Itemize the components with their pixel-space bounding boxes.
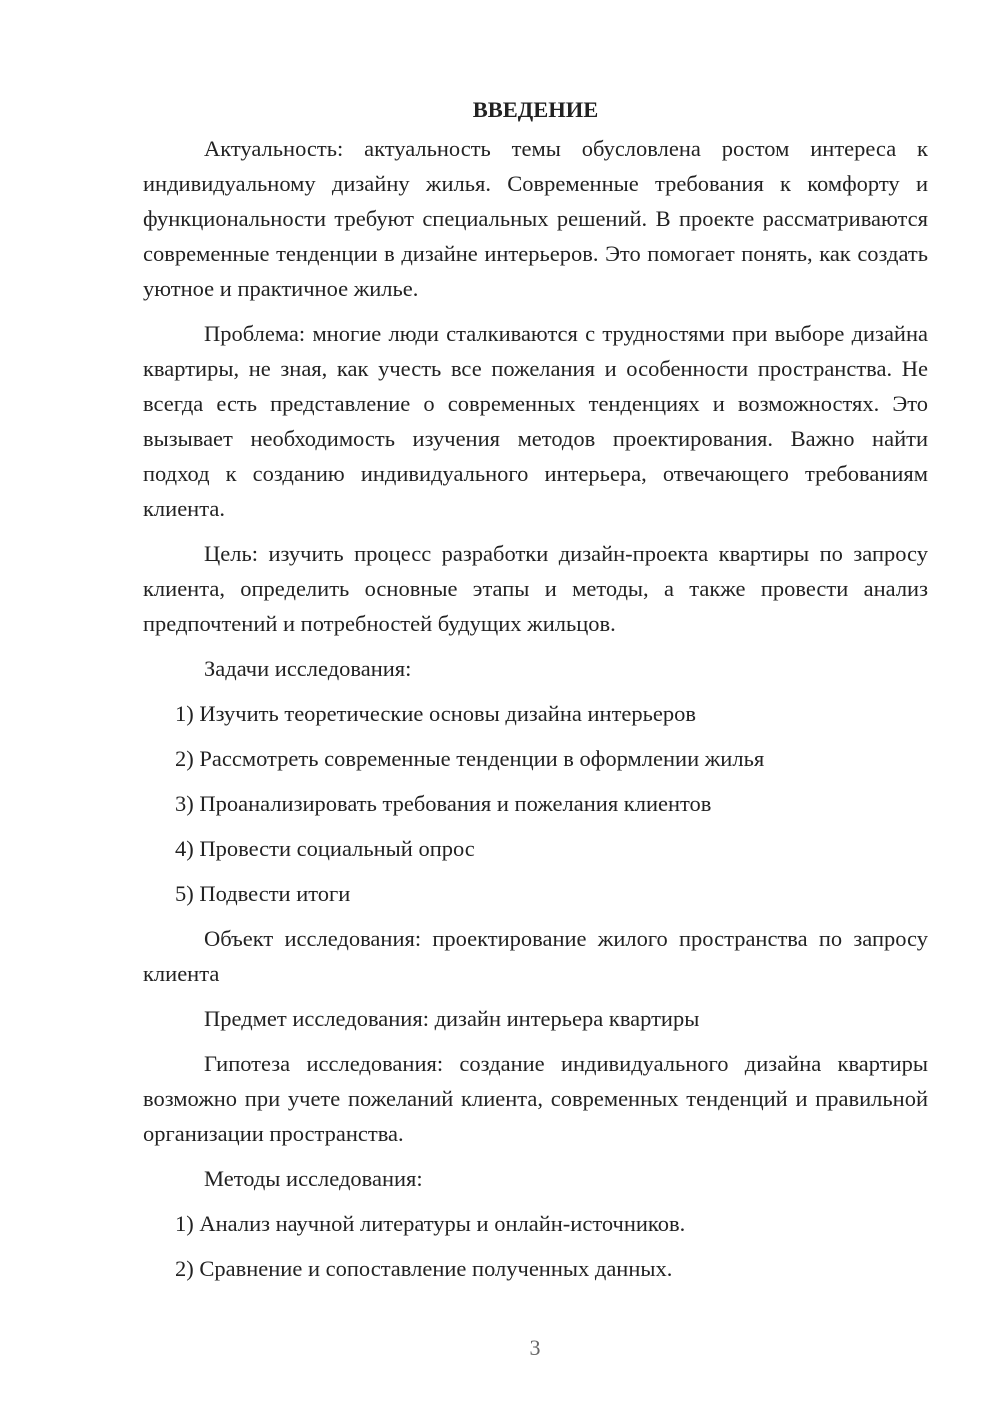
- list-item: 1) Изучить теоретические основы дизайна интерьеров: [175, 701, 697, 726]
- tasks-label: Задачи исследования:: [204, 656, 412, 681]
- list-item: 5) Подвести итоги: [175, 881, 351, 906]
- page-content: [143, 92, 928, 1296]
- section-title: ВВЕДЕНИЕ: [472, 97, 599, 122]
- list-item: 2) Рассмотреть современные тенденции в оформлении жилья: [175, 746, 765, 771]
- tasks-list: [143, 696, 928, 911]
- list-item: 1) Анализ научной литературы и онлайн-источников.: [175, 1211, 686, 1236]
- paragraph-hypothesis: Гипотеза исследования: создание индивидуального дизайна квартиры возможно при учете пожеланий клиента, современных тенденций и правильной организации пространства.: [143, 1051, 928, 1146]
- paragraph-problem: Проблема: многие люди сталкиваются с трудностями при выборе дизайна квартиры, не зная, как учесть все пожелания и особенности пространства. Не всегда есть представление о современных тенденциях и возможностях. Это вызывает необходимость изучения методов проектирования. Важно найти подход к созданию индивидуального интерьера, отвечающего требованиям клиента.: [143, 321, 928, 521]
- list-item: 3) Проанализировать требования и пожелания клиентов: [175, 791, 712, 816]
- methods-list: [143, 1206, 928, 1286]
- list-item: 4) Провести социальный опрос: [175, 836, 475, 861]
- paragraph-goal: Цель: изучить процесс разработки дизайн-проекта квартиры по запросу клиента, определить основные этапы и методы, а также провести анализ предпочтений и потребностей будущих жильцов.: [143, 541, 928, 636]
- paragraph-subject: Предмет исследования: дизайн интерьера квартиры: [204, 1006, 700, 1031]
- paragraph-object: Объект исследования: проектирование жилого пространства по запросу клиента: [143, 926, 928, 986]
- page-number: 3: [529, 1335, 541, 1360]
- methods-label: Методы исследования:: [204, 1166, 423, 1191]
- paragraph-relevance: Актуальность: актуальность темы обусловлена ростом интереса к индивидуальному дизайну жилья. Современные требования к комфорту и функциональности требуют специальных решений. В проекте рассматриваются современные тенденции в дизайне интерьеров. Это помогает понять, как создать уютное и практичное жилье.: [143, 136, 928, 301]
- list-item: 2) Сравнение и сопоставление полученных данных.: [175, 1256, 673, 1281]
